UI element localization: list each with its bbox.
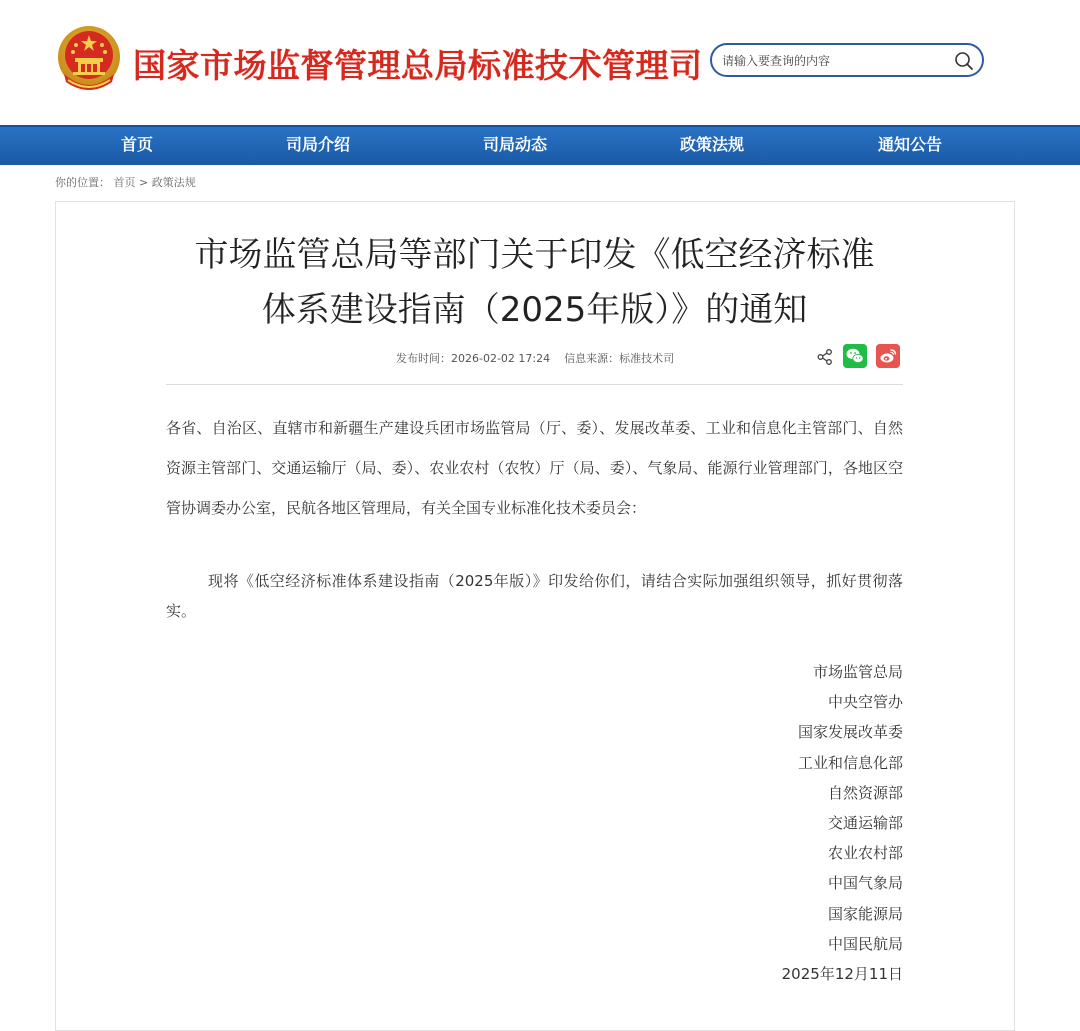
breadcrumb-separator: > xyxy=(139,176,149,189)
signature-line: 工业和信息化部 xyxy=(797,753,903,772)
nav-item-home[interactable]: 首页 xyxy=(120,135,154,154)
article-title xyxy=(166,228,903,338)
breadcrumb-prefix: 你的位置： xyxy=(55,176,110,189)
article-meta xyxy=(396,350,674,366)
article-title-line2: 体系建设指南（2025年版）》的通知 xyxy=(261,290,808,330)
national-emblem-icon xyxy=(56,24,122,94)
signature-line: 中国民航局 xyxy=(827,934,903,953)
nav-item-news[interactable]: 司局动态 xyxy=(482,135,548,154)
article-title-line1: 市场监管总局等部门关于印发《低空经济标准 xyxy=(194,235,875,275)
nav-item-policy[interactable]: 政策法规 xyxy=(679,135,745,154)
signature-line: 市场监管总局 xyxy=(812,663,903,681)
signature-date: 2025年12月11日 xyxy=(781,964,903,983)
signature-line: 自然资源部 xyxy=(827,783,903,802)
share-icon[interactable] xyxy=(816,348,834,366)
signature-block xyxy=(700,657,903,989)
signature-line: 中国气象局 xyxy=(827,874,903,893)
info-source: 信息来源：标准技术司 xyxy=(564,352,675,365)
signature-line: 国家发展改革委 xyxy=(797,723,903,742)
signature-line: 中央空管办 xyxy=(827,693,903,712)
site-title[interactable]: 国家市场监督管理总局标准技术管理司 xyxy=(133,46,703,85)
main-nav xyxy=(0,125,1080,165)
signature-line: 交通运输部 xyxy=(827,813,903,832)
nav-item-about[interactable]: 司局介绍 xyxy=(285,135,351,154)
article-paragraph-2: 现将《低空经济标准体系建设指南（2025年版）》印发给你们，请结合实际加强组织领导，抓好贯彻落实。 xyxy=(166,572,903,620)
search-box xyxy=(710,43,984,77)
nav-item-notices[interactable]: 通知公告 xyxy=(877,135,943,154)
weibo-icon[interactable] xyxy=(876,344,900,368)
publish-time: 发布时间：2026-02-02 17:24 xyxy=(396,352,551,365)
site-header xyxy=(0,0,1080,125)
search-input[interactable] xyxy=(722,50,942,72)
search-icon[interactable] xyxy=(954,51,974,71)
breadcrumb-current-link[interactable]: 政策法规 xyxy=(151,176,196,189)
breadcrumb-home-link[interactable]: 首页 xyxy=(113,176,136,189)
breadcrumb xyxy=(55,174,196,190)
signature-line: 农业农村部 xyxy=(827,844,903,863)
signature-line: 国家能源局 xyxy=(827,904,903,923)
title-divider xyxy=(166,384,903,385)
wechat-icon[interactable] xyxy=(843,344,867,368)
article-paragraph-1: 各省、自治区、直辖市和新疆生产建设兵团市场监管局（厅、委）、发展改革委、工业和信息化主管部门、自然资源主管部门、交通运输厅（局、委）、农业农村（农牧）厅（局、委）、气象局、能源行业管理部门，各地区空管协调委办公室，民航各地区管理局，有关全国专业标准化技术委员会： xyxy=(166,419,903,517)
